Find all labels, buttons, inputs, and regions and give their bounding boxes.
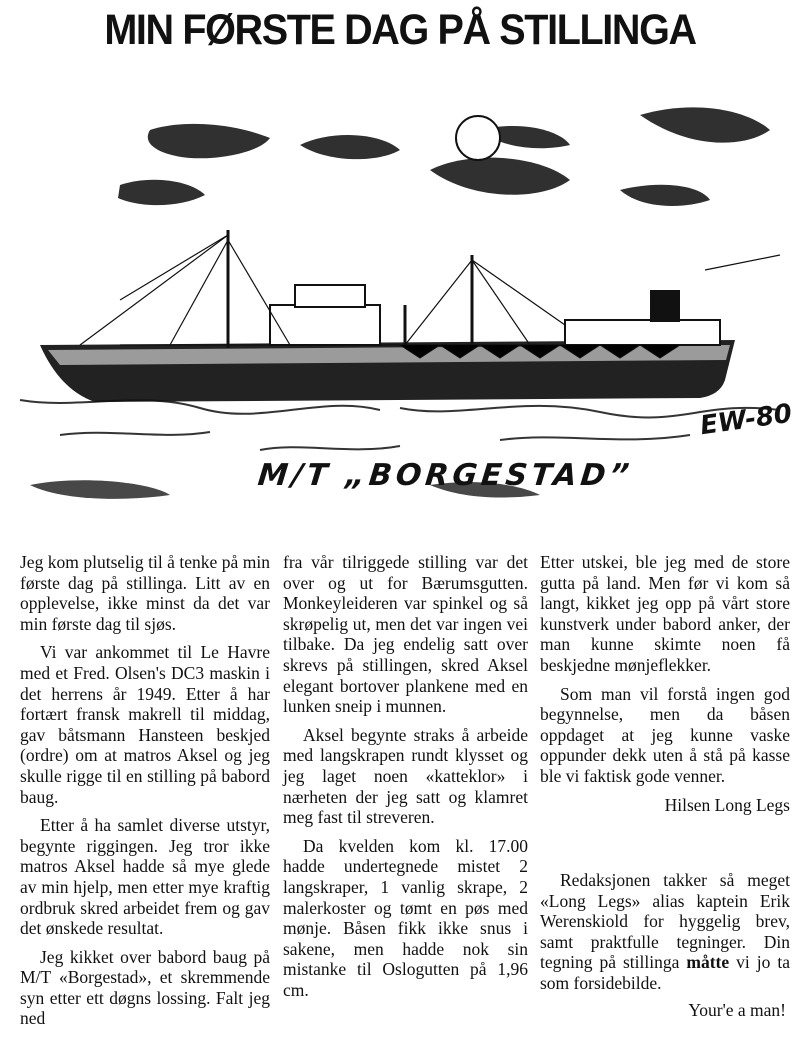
paragraph: Jeg kikket over babord baug på M/T «Borgestad», et skremmende syn etter ett døgns lossing. Falt jeg ned [20,946,270,1029]
editor-note-text-end: vi jo ta som forsidebilde. [540,952,790,993]
editor-note-emphasis: måtte [686,952,730,973]
article-column-1 [20,552,270,1037]
editor-note-text: Redaksjonen takker så meget «Long Legs» alias kaptein Erik Werenskiold for hyggelig brev, samt praktfulle tegninger. Din tegning på stillinga [540,870,790,973]
editor-note [540,870,790,994]
article-column-3 [540,552,790,823]
artist-signature: EW-80 [698,398,794,442]
paragraph: Aksel begynte straks å arbeide med langskrapen rundt klysset og jeg laget noen «katteklor» i nærheten der jeg satt og klamret meg fast til streveren. [283,724,528,828]
paragraph: Etter å ha samlet diverse utstyr, begynte riggingen. Jeg tror ikke matros Aksel hadde så mye glede av min hjelp, men etter mye kraftig ordbruk skred arbeidet frem og gav det ønskede resultat. [20,815,270,939]
headline: MIN FØRSTE DAG PÅ STILLINGA [104,6,696,54]
ship-illustration [0,90,800,520]
paragraph: Jeg kom plutselig til å tenke på min første dag på stillinga. Litt av en opplevelse, ikke minst da det var min første dag til sjøs. [20,552,270,634]
article-column-2 [283,552,528,1008]
paragraph: Etter utskei, ble jeg med de store gutta på land. Men før vi kom så langt, kikket jeg opp på vårt store kunstverk under babord anker, der man kunne skimte noen få beskjedne mønjeflekker. [540,552,790,675]
paragraph: fra vår tilriggede stilling var det over og ut for Bærumsgutten. Monkeyleideren var spinkel og så skrøpelig ut, men det var ingen vei tilbake. Da jeg endelig satt over skrevs på stillingen, skred Aksel elegant bortover plankene med en lunken sneip i munnen. [283,552,528,717]
paragraph: Vi var ankommet til Le Havre med et Fred. Olsen's DC3 maskin i det herrens år 1949. Etter å har fortært fransk makrell til middag, gav båtsmann Hansteen beskjed (ordre) om at matros Aksel og jeg skulle rigge til en stilling på babord baug. [20,642,270,807]
ship-caption: M/T „BORGESTAD” [256,458,635,493]
paragraph: Da kvelden kom kl. 17.00 hadde undertegnede mistet 2 langskraper, 1 vanlig skrape, 2 malerkoster og tømt en pøs med mønje. Båsen fikk ikke snus i sakene, men hadde nok sin mistanke til Oslogutten på 1,96 cm. [283,835,528,1000]
closing-line: Your'e a man! [688,1000,786,1020]
paragraph: Som man vil forstå ingen god begynnelse, men da båsen oppdaget at jeg kunne vaske oppunder dekk uten å stå på kasse ble vi faktisk gode venner. [540,683,790,786]
sign-off: Hilsen Long Legs [664,794,790,815]
